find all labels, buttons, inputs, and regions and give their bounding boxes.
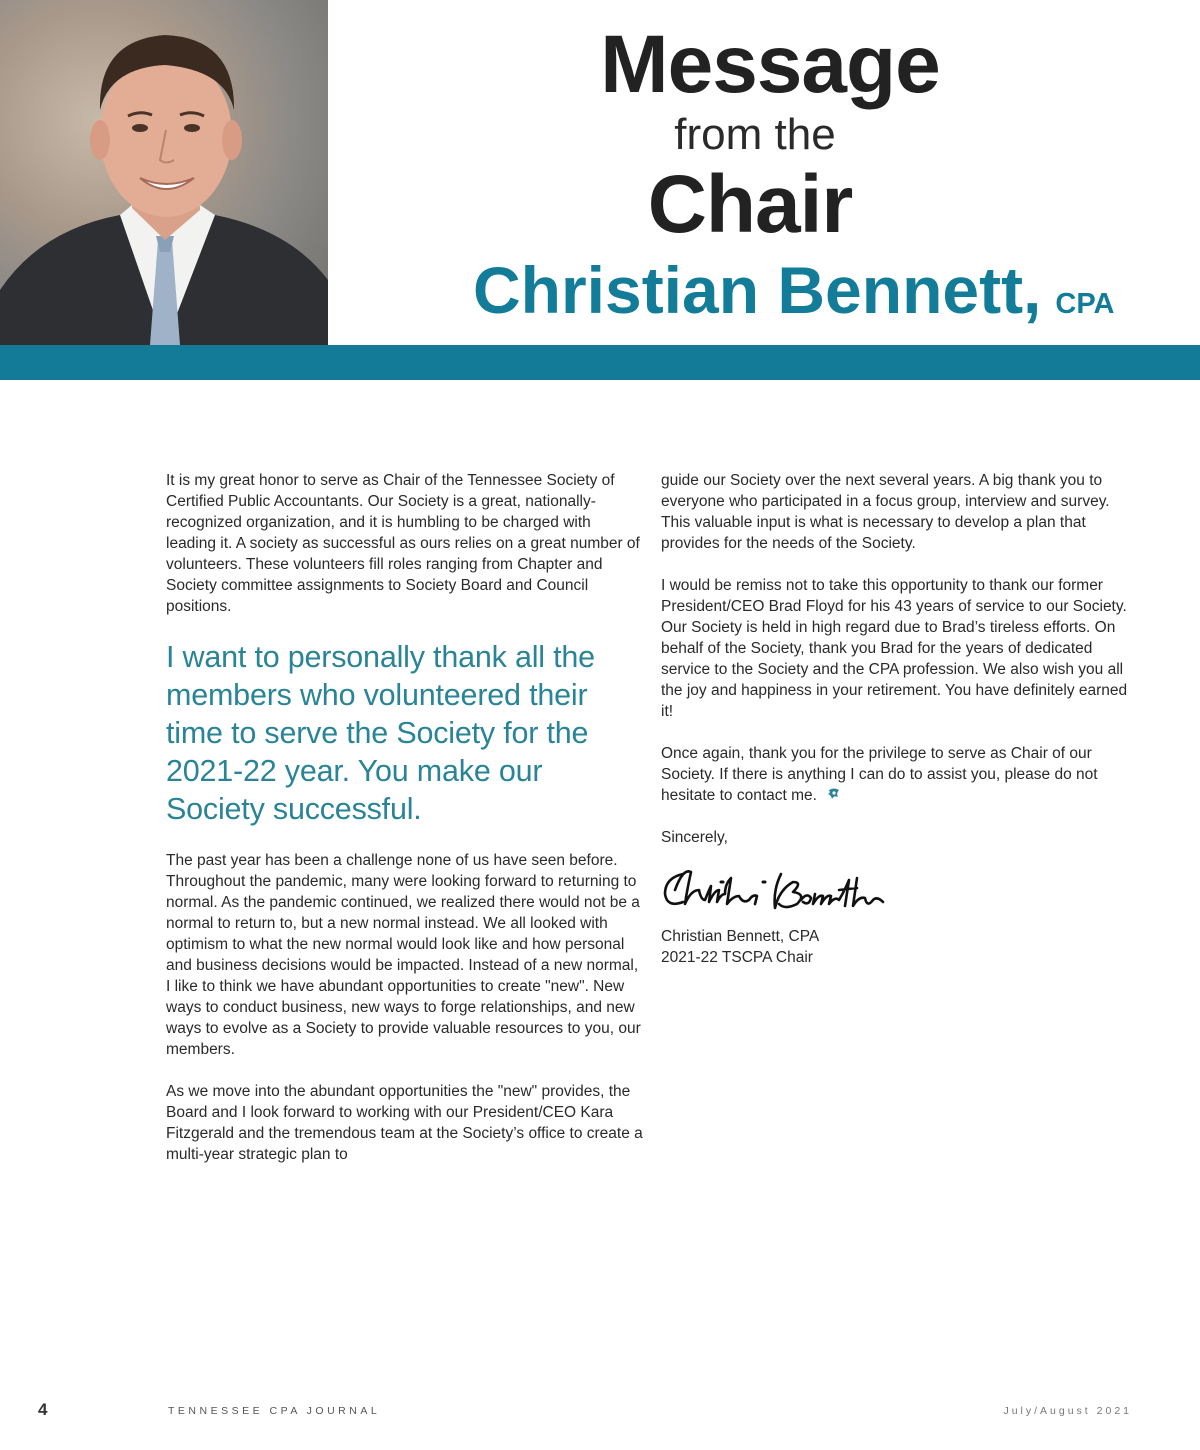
issue-date: July/August 2021 xyxy=(1003,1405,1132,1417)
article-paragraph: guide our Society over the next several years. A big thank you to everyone who participated in a focus group, interview and survey. This valuable input is what is necessary to develop a plan that provides for the needs of the Society. xyxy=(661,472,1110,552)
closing-paragraph-text: Once again, thank you for the privilege to serve as Chair of our Society. If there is anything I can do to assist you, please do not hesitate to contact me. xyxy=(661,745,1098,804)
article-paragraph-closing xyxy=(661,743,1141,806)
author-credential: CPA xyxy=(1055,288,1115,320)
article-column-left xyxy=(166,470,644,1186)
author-name: Christian Bennett, xyxy=(473,253,1042,327)
header-divider-band xyxy=(0,345,1200,380)
portrait-illustration xyxy=(0,0,328,345)
pull-quote: I want to personally thank all the members who volunteered their time to serve the Society for the 2021-22 year. You make our Society successful. xyxy=(166,640,595,826)
article-column-right xyxy=(661,470,1141,968)
page-number: 4 xyxy=(38,1400,48,1419)
article-paragraph: I would be remiss not to take this opportunity to thank our former President/CEO Brad Floyd for his 43 years of service to our Society. Our Society is held in high regard due to Brad’s tireless efforts. On behalf of the Society, thank you Brad for the years of dedicated service to the Society and the CPA profession. We also wish you all the joy and happiness in your retirement. You have definitely earned it! xyxy=(661,577,1128,720)
title-message: Message xyxy=(600,19,940,110)
title-from-the: from the xyxy=(674,110,836,159)
author-photo xyxy=(0,0,328,345)
title-chair: Chair xyxy=(647,159,853,250)
tscpa-logo-icon xyxy=(827,787,841,801)
article-paragraph: The past year has been a challenge none of us have seen before. Throughout the pandemic, many were looking forward to returning to normal. As the pandemic continued, we realized there would not be a normal to return to, but a new normal instead. We all looked with optimism to what the new normal would look like and how personal and business decisions would be impacted. Instead of a new normal, I like to think we have abundant opportunities to create "new". New ways to conduct business, new ways to forge relationships, and new ways to evolve as a Society to provide valuable resources to you, our members. xyxy=(166,852,641,1058)
journal-name: TENNESSEE CPA JOURNAL xyxy=(168,1405,381,1417)
sign-off: Sincerely, xyxy=(661,829,728,846)
author-name-heading xyxy=(473,250,1114,344)
article-paragraph: As we move into the abundant opportunities the "new" provides, the Board and I look forward to working with our President/CEO Kara Fitzgerald and the tremendous team at the Society’s office to create a multi-year strategic plan to xyxy=(166,1083,643,1163)
signatory-title: 2021-22 TSCPA Chair xyxy=(661,949,813,966)
signatory-name: Christian Bennett, CPA xyxy=(661,928,820,945)
handwritten-signature xyxy=(661,860,891,920)
article-paragraph: It is my great honor to serve as Chair of the Tennessee Society of Certified Public Accountants. Our Society is a great, nationally-recognized organization, and it is humbling to be charged with leading it. A society as successful as ours relies on a great number of volunteers. These volunteers fill roles ranging from Chapter and Society committee assignments to Society Board and Council positions. xyxy=(166,472,640,615)
